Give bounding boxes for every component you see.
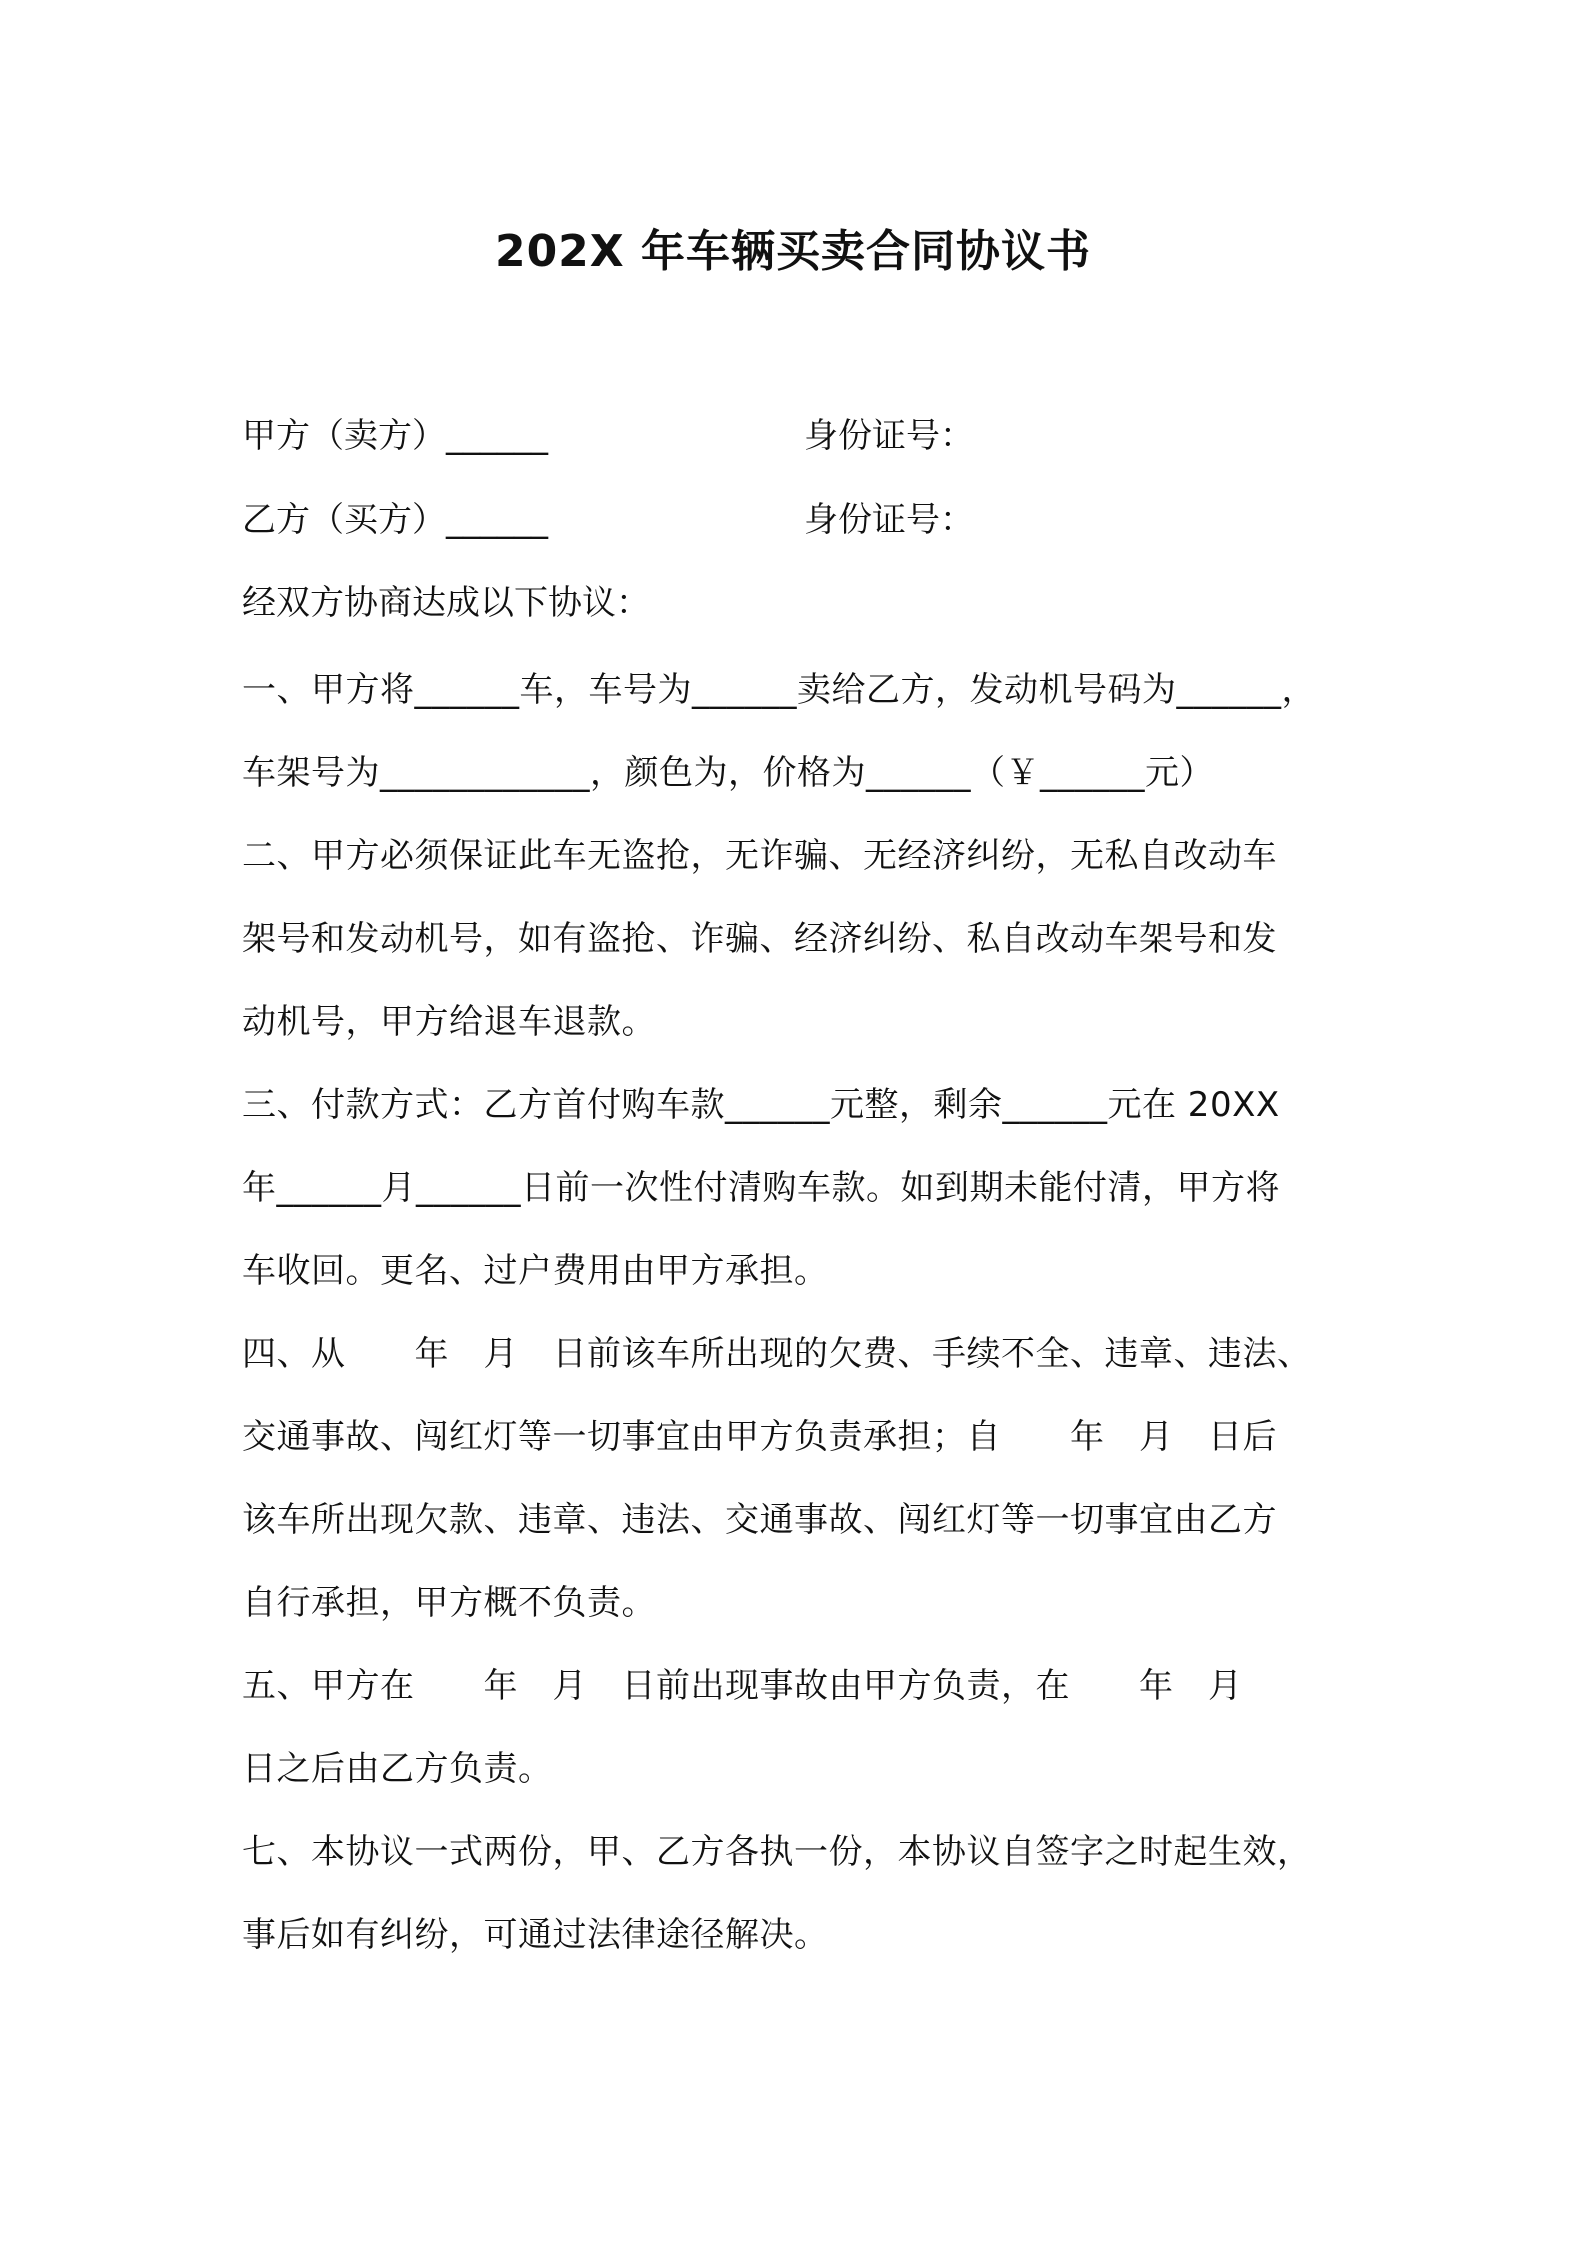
- agreement-intro: 经双方协商达成以下协议：: [242, 583, 650, 623]
- clause-3-line-2: 年______月______日前一次性付清购车款。如到期未能付清，甲方将: [242, 1168, 1280, 1208]
- clause-3-line-1: 三、付款方式：乙方首付购车款______元整，剩余______元在 20XX: [242, 1085, 1280, 1125]
- party-b-id-label: 身份证号：: [804, 500, 974, 540]
- party-a-id-label: 身份证号：: [804, 416, 974, 456]
- clause-7-line-2: 事后如有纠纷，可通过法律途径解决。: [242, 1915, 829, 1955]
- clause-4-line-1: 四、从 年 月 日前该车所出现的欠费、手续不全、违章、违法、: [242, 1334, 1312, 1374]
- clause-4-line-4: 自行承担，甲方概不负责。: [242, 1583, 656, 1623]
- clause-3-line-3: 车收回。更名、过户费用由甲方承担。: [242, 1251, 829, 1291]
- agreement-intro-row: [242, 573, 1362, 633]
- party-a-row: [242, 406, 1362, 466]
- clause-5-line-2: 日之后由乙方负责。: [242, 1749, 553, 1789]
- party-b-row: [242, 490, 1362, 550]
- clause-2-line-3: 动机号，甲方给退车退款。: [242, 1002, 656, 1042]
- clause-4-line-3: 该车所出现欠款、违章、违法、交通事故、闯红灯等一切事宜由乙方: [242, 1500, 1277, 1540]
- clause-7-line-1: 七、本协议一式两份，甲、乙方各执一份，本协议自签字之时起生效，: [242, 1832, 1312, 1872]
- party-b-label: 乙方（买方）______: [242, 500, 548, 540]
- clause-5-line-1: 五、甲方在 年 月 日前出现事故由甲方负责，在 年 月: [242, 1666, 1243, 1706]
- clause-2-line-2: 架号和发动机号，如有盗抢、诈骗、经济纠纷、私自改动车架号和发: [242, 919, 1277, 959]
- party-a-label: 甲方（卖方）______: [242, 416, 548, 456]
- clause-2-line-1: 二、甲方必须保证此车无盗抢，无诈骗、无经济纠纷，无私自改动车: [242, 836, 1277, 876]
- contract-clauses: [242, 649, 1362, 1977]
- clause-1-line-1: 一、甲方将______车，车号为______卖给乙方，发动机号码为______，: [242, 670, 1316, 710]
- clause-4-line-2: 交通事故、闯红灯等一切事宜由甲方负责承担；自 年 月 日后: [242, 1417, 1277, 1457]
- clause-1-line-2: 车架号为____________，颜色为，价格为______（￥______元）: [242, 753, 1214, 793]
- document-title: 202X 年车辆买卖合同协议书: [494, 226, 1092, 277]
